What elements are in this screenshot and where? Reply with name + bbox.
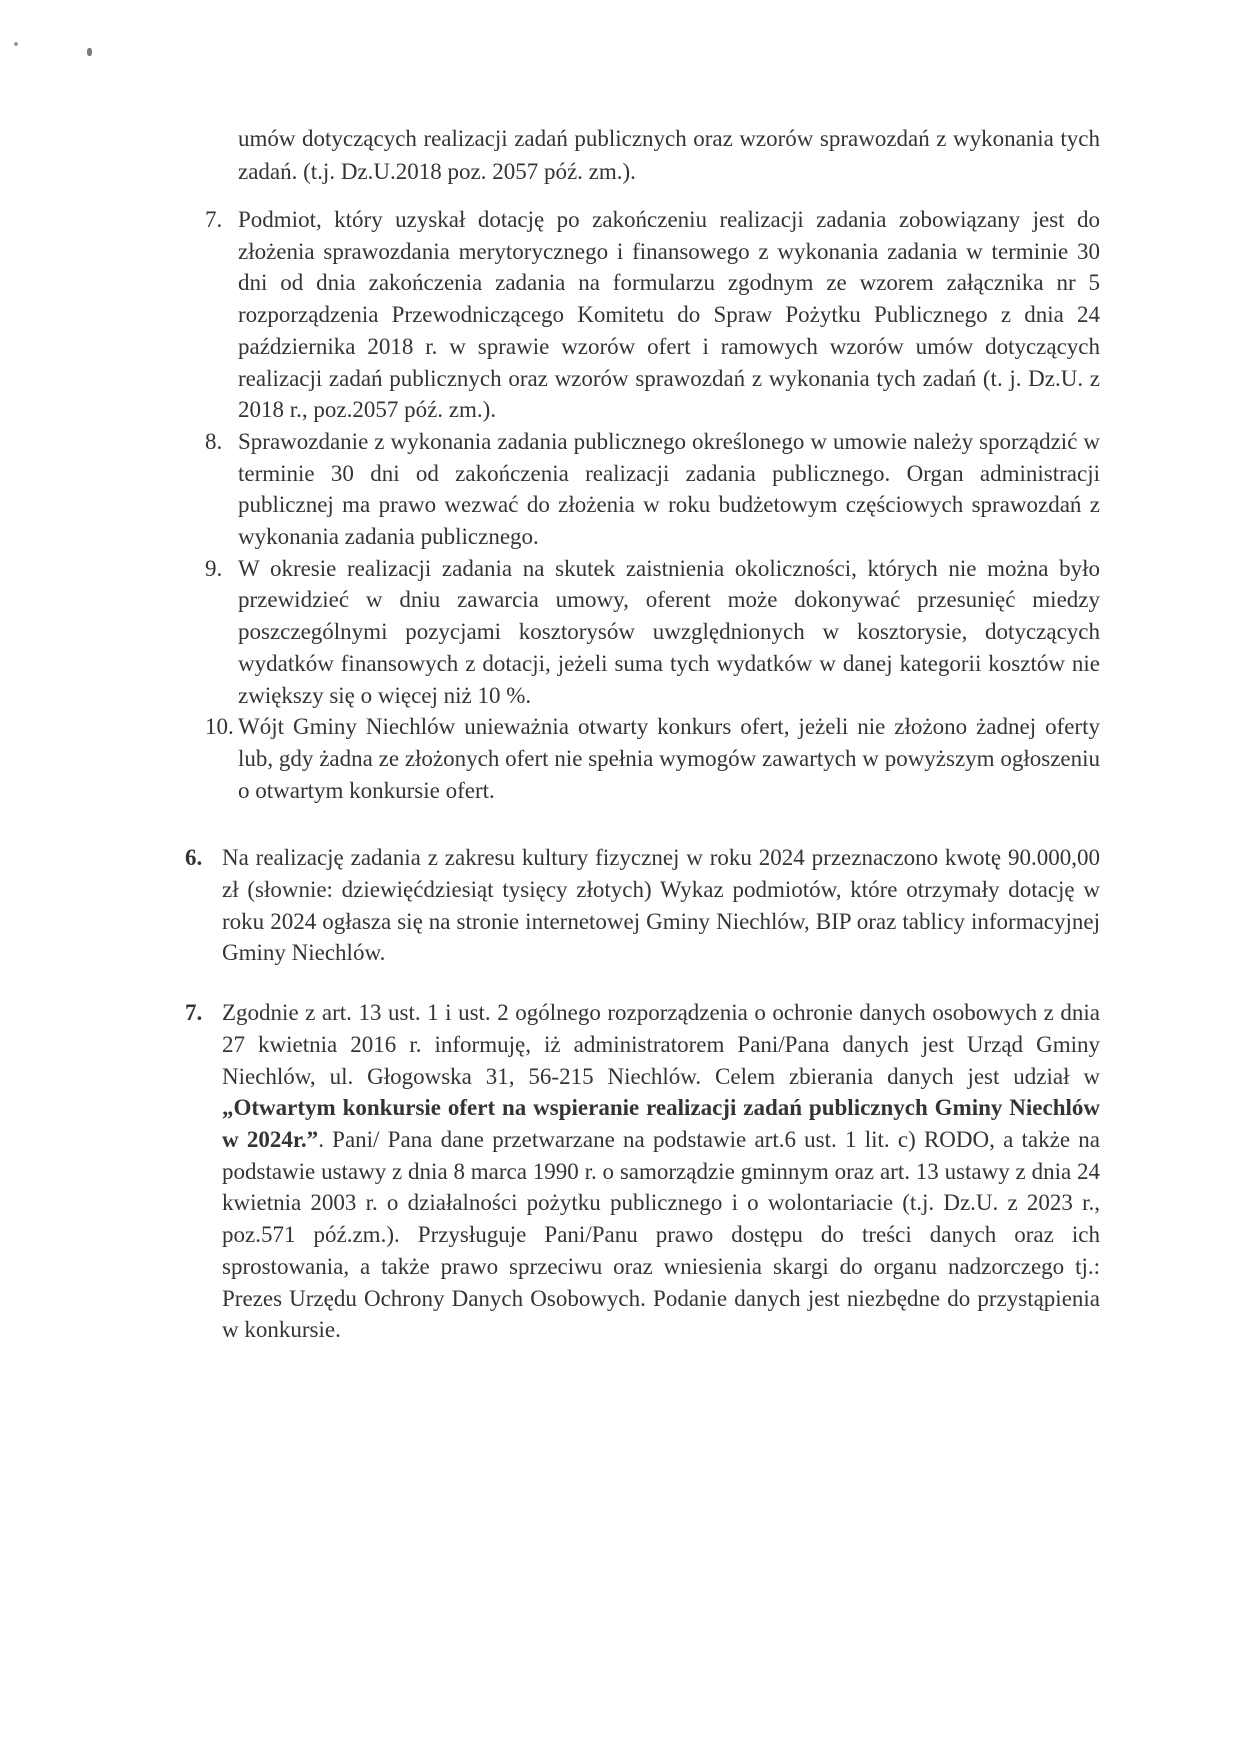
list-item-text: Wójt Gminy Niechlów unieważnia otwarty konkurs ofert, jeżeli nie złożono żadnej oferty lub, gdy żadna ze złożonych ofert nie spełnia wymogów zawartych w powyższym ogłoszeniu o otwartym konkursie ofert. [238, 714, 1100, 803]
numbered-mainlist [185, 842, 1100, 1346]
list-item-text: Na realizację zadania z zakresu kultury fizycznej w roku 2024 przeznaczono kwotę 90.000,00 zł (słownie: dziewięćdziesiąt tysięcy złotych) Wykaz podmiotów, które otrzymały dotację w roku 2024 ogłasza się na stronie internetowej Gminy Niechlów, BIP oraz tablicy informacyjnej Gminy Niechlów. [222, 845, 1100, 966]
list-item-text: Podmiot, który uzyskał dotację po zakończeniu realizacji zadania zobowiązany jest do złożenia sprawozdania merytorycznego i finansowego z wykonania zadania w terminie 30 dni od dnia zakończenia zadania na formularzu zgodnym ze wzorem załącznika nr 5 rozporządzenia Przewodniczącego Komitetu do Spraw Pożytku Publicznego z dnia 24 października 2018 r. w sprawie wzorów ofert i ramowych wzorów umów dotyczących realizacji zadań publicznych oraz wzorów sprawozdań z wykonania tych zadań (t. j. Dz.U. z 2018 r., poz.2057 póź. zm.). [238, 207, 1100, 423]
paragraph-continuation: umów dotyczących realizacji zadań publicznych oraz wzorów sprawozdań z wykonania tych zadań. (t.j. Dz.U.2018 poz. 2057 póź. zm.). [238, 126, 1100, 184]
scan-speck-icon [14, 42, 18, 46]
numbered-sublist [205, 204, 1100, 806]
list-item-number: 6. [185, 845, 203, 871]
rodo-clause-text: . Pani/ Pana dane przetwarzane na podstawie art.6 ust. 1 lit. c) RODO, a także na podstawie ustawy z dnia 8 marca 1990 r. o samorządzie gminnym oraz art. 13 ustawy z dnia 24 kwietnia 2003 r. o działalności pożytku publicznego i o wolontariacie (t.j. Dz.U. z 2023 r., poz.571 póź.zm.). Przysługuje Pani/Panu prawo dostępu do treści danych oraz ich sprostowania, a także prawo sprzeciwu oraz wniesienia skargi do organu nadzorczego tj.: Prezes Urzędu Ochrony Danych Osobowych. Podanie danych jest niezbędne do przystąpienia w konkursie. [222, 1126, 1100, 1343]
list-item [185, 997, 1100, 1346]
list-item-number: 10. [205, 714, 234, 740]
list-item [205, 204, 1100, 426]
list-item [205, 711, 1100, 806]
list-item [205, 426, 1100, 553]
list-item-text [222, 997, 1100, 1346]
list-item-text: Sprawozdanie z wykonania zadania publicznego określonego w umowie należy sporządzić w terminie 30 dni od zakończenia realizacji zadania publicznego. Organ administracji publicznej ma prawo wezwać do złożenia w roku budżetowym częściowych sprawozdań z wykonania zadania publicznego. [238, 428, 1100, 550]
list-item [185, 842, 1100, 969]
list-item-number: 7. [205, 207, 223, 232]
list-item-number: 8. [205, 428, 223, 454]
list-item-number: 7. [185, 1000, 203, 1026]
rodo-clause-text: Zgodnie z art. 13 ust. 1 i ust. 2 ogólnego rozporządzenia o ochronie danych osobowych z dnia 27 kwietnia 2016 r. informuję, iż administratorem Pani/Pana danych jest Urząd Gminy Niechlów, ul. Głogowska 31, 56-215 Niechlów. Celem zbierania danych jest udział w [222, 1000, 1100, 1089]
list-item [205, 553, 1100, 712]
list-item-text: W okresie realizacji zadania na skutek zaistnienia okoliczności, których nie można było przewidzieć w dniu zawarcia umowy, oferent może dokonywać przesunięć miedzy poszczególnymi pozycjami kosztorysów uwzględnionych w kosztorysie, dotyczących wydatków finansowych z dotacji, jeżeli suma tych wydatków w danej kategorii kosztów nie zwiększy się o więcej niż 10 %. [238, 555, 1100, 708]
list-item-number: 9. [205, 555, 223, 581]
competition-title-bold: „Otwartym konkursie ofert na wspieranie realizacji zadań publicznych Gminy Niechlów w 2024r.” [222, 1095, 1100, 1152]
scan-speck-icon [87, 48, 92, 56]
